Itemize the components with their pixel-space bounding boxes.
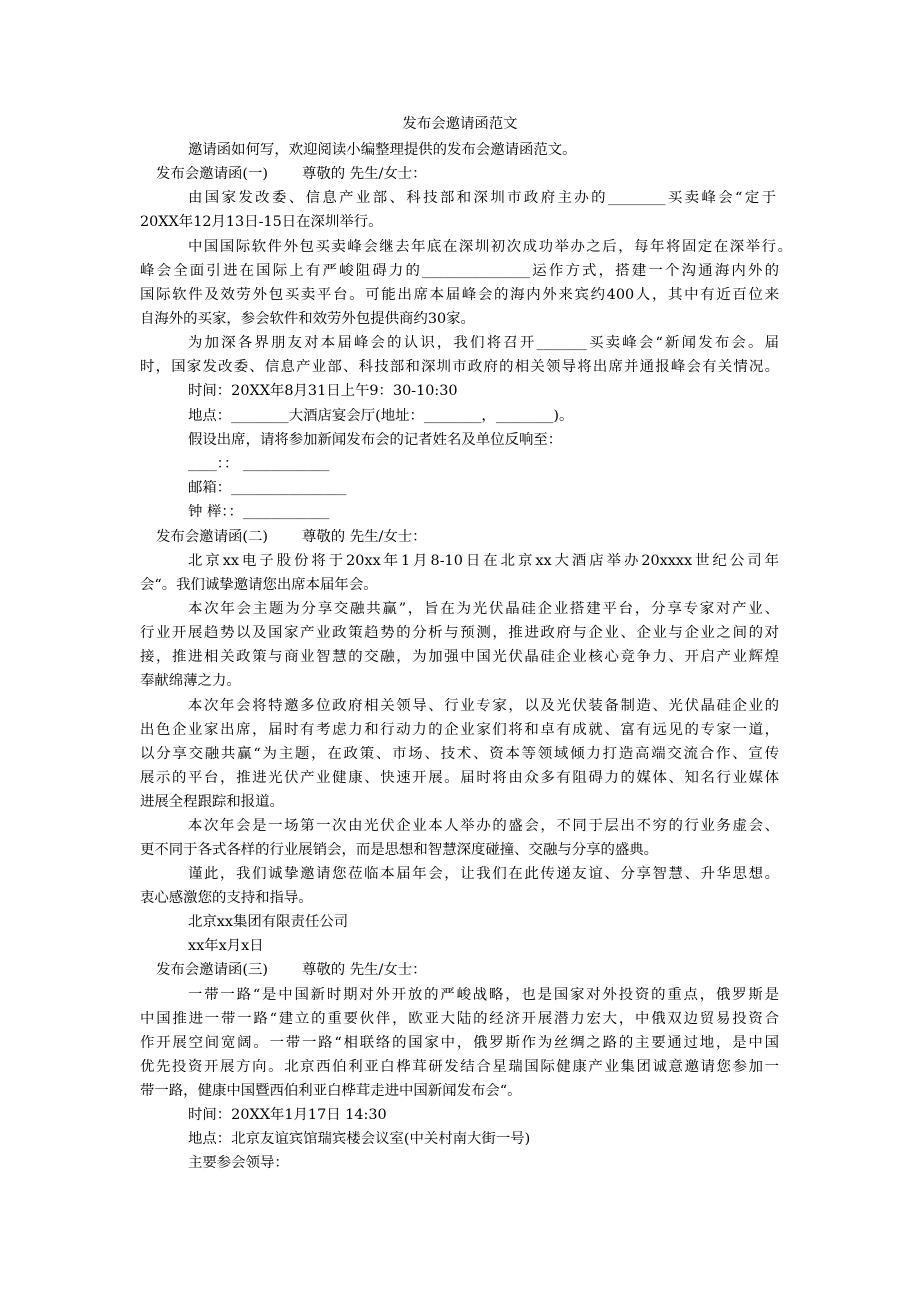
s3-p1-line-5: 带一路，健康中国暨西伯利亚白桦茸走进中国新闻发布会“。 [140, 1083, 522, 1099]
s1-email: 邮箱：________________ [188, 480, 347, 496]
s1-contact: 钟 榉：：____________ [188, 504, 330, 520]
s2-signature: 北京xx集团有限责任公司 [188, 914, 349, 930]
s1-p2-line-2: 峰会全面引进在国际上有严峻阻碍力的_______________运作方式，搭建一个沟通海内外的 [140, 263, 779, 279]
s2-p3-line-4: 展示的平台，推进光伏产业健康、快速开展。届时将由众多有阻碍力的媒体、知名行业媒体 [140, 770, 779, 786]
s2-p3-line-1: 本次年会将特邀多位政府相关领导、行业专家，以及光伏装备制造、光伏晶硅企业的 [188, 698, 779, 714]
section2-heading: 发布会邀请函(二) [156, 529, 268, 545]
s2-p3-line-5: 进展全程跟踪和报道。 [140, 794, 284, 810]
section2-salutation: 尊敬的 先生/女士： [301, 529, 427, 545]
s2-p1-line-2: 会“。我们诚挚邀请您出席本届年会。 [140, 577, 378, 593]
s1-p1-line-2: 20XX年12月13日-15日在深圳举行。 [140, 214, 383, 230]
s1-blank-line: ____：： ____________ [188, 456, 330, 472]
s2-p2-line-3: 接，推进相关政策与商业智慧的交融，为加强中国光伏晶硅企业核心竞争力、开启产业辉煌 [140, 649, 779, 665]
s3-place: 地点：北京友谊宾馆瑞宾楼会议室(中关村南大街一号) [188, 1131, 531, 1147]
s2-p2-line-2: 行业开展趋势以及国家产业政策趋势的分析与预测，推进政府与企业、企业与企业之间的对 [140, 625, 779, 641]
section2-heading-line [156, 527, 427, 547]
document-title: 发布会邀请函范文 [402, 116, 518, 132]
s1-p2-line-3: 国际软件及效劳外包买卖平台。可能出席本届峰会的海内外来宾约400人，其中有近百位来 [140, 287, 779, 303]
s1-p3-line-1: 为加深各界朋友对本届峰会的认识，我们将召开_______买卖峰会“新闻发布会。届 [188, 335, 779, 351]
s1-p1-line-1: 由国家发改委、信息产业部、科技部和深圳市政府主办的________买卖峰会“定于 [188, 190, 776, 206]
s3-p1-line-3: 作开展空间宽阔。一带一路“相联络的国家中，俄罗斯作为丝绸之路的主要通过地，是中国 [140, 1035, 779, 1051]
s3-p1-line-1: 一带一路“是中国新时期对外开放的严峻战略，也是国家对外投资的重点，俄罗斯是 [188, 987, 779, 1003]
section1-heading-line [156, 164, 427, 184]
s2-p5-line-2: 衷心感激您的支持和指导。 [140, 890, 313, 906]
s2-date: xx年x月x日 [188, 938, 264, 954]
section3-salutation: 尊敬的 先生/女士： [301, 962, 427, 978]
s2-p4-line-1: 本次年会是一场第一次由光伏企业本人举办的盛会，不同于层出不穷的行业务虚会、 [188, 818, 779, 834]
s1-p2-line-1: 中国国际软件外包买卖峰会继去年底在深圳初次成功举办之后，每年将固定在深举行。 [188, 239, 792, 255]
s3-p1-line-2: 中国推进一带一路“建立的重要伙伴，欧亚大陆的经济开展潜力宏大，中俄双边贸易投资合 [140, 1011, 779, 1027]
s2-p2-line-4: 奉献绵薄之力。 [140, 673, 241, 689]
s1-time: 时间：20XX年8月31日上午9：30-10:30 [188, 383, 458, 399]
s2-p4-line-2: 更不同于各式各样的行业展销会，而是思想和智慧深度碰撞、交融与分享的盛典。 [140, 842, 659, 858]
s2-p2-line-1: 本次年会主题为分享交融共赢”，旨在为光伏晶硅企业搭建平台，分享专家对产业、 [188, 601, 779, 617]
s3-leaders: 主要参会领导： [188, 1155, 289, 1171]
s1-p3-line-2: 时，国家发改委、信息产业部、科技部和深圳市政府的相关领导将出席并通报峰会有关情况。 [140, 359, 779, 375]
s2-p3-line-2: 出色企业家出席，届时有考虑力和行动力的企业家们将和卓有成就、富有远见的专家一道， [140, 722, 779, 738]
s3-time: 时间：20XX年1月17日 14:30 [188, 1107, 387, 1123]
s1-feedback: 假设出席，请将参加新闻发布会的记者姓名及单位反响至： [188, 432, 563, 448]
s3-p1-line-4: 优先投资开展方向。北京西伯利亚白桦茸研发结合星瑞国际健康产业集团诚意邀请您参加一 [140, 1059, 779, 1075]
intro-text: 邀请函如何写，欢迎阅读小编整理提供的发布会邀请函范文。 [188, 142, 577, 158]
section3-heading: 发布会邀请函(三) [156, 962, 268, 978]
s2-p1-line-1: 北京xx电子股份将于20xx年1月8-10日在北京xx大酒店举办20xxxx世纪公司年 [188, 553, 779, 569]
s1-place: 地点：________大酒店宴会厅(地址：________，________)。 [188, 408, 574, 424]
section1-heading: 发布会邀请函(一) [156, 166, 268, 182]
s1-p2-line-4: 自海外的买家，参会软件和效劳外包提供商约30家。 [140, 311, 475, 327]
s2-p3-line-3: 以分享交融共赢“为主题，在政策、市场、技术、资本等领域倾力打造高端交流合作、宣传 [140, 746, 779, 762]
section3-heading-line [156, 960, 427, 980]
s2-p5-line-1: 谨此，我们诚挚邀请您莅临本届年会，让我们在此传递友谊、分享智慧、升华思想。 [188, 866, 779, 882]
section1-salutation: 尊敬的 先生/女士： [301, 166, 427, 182]
